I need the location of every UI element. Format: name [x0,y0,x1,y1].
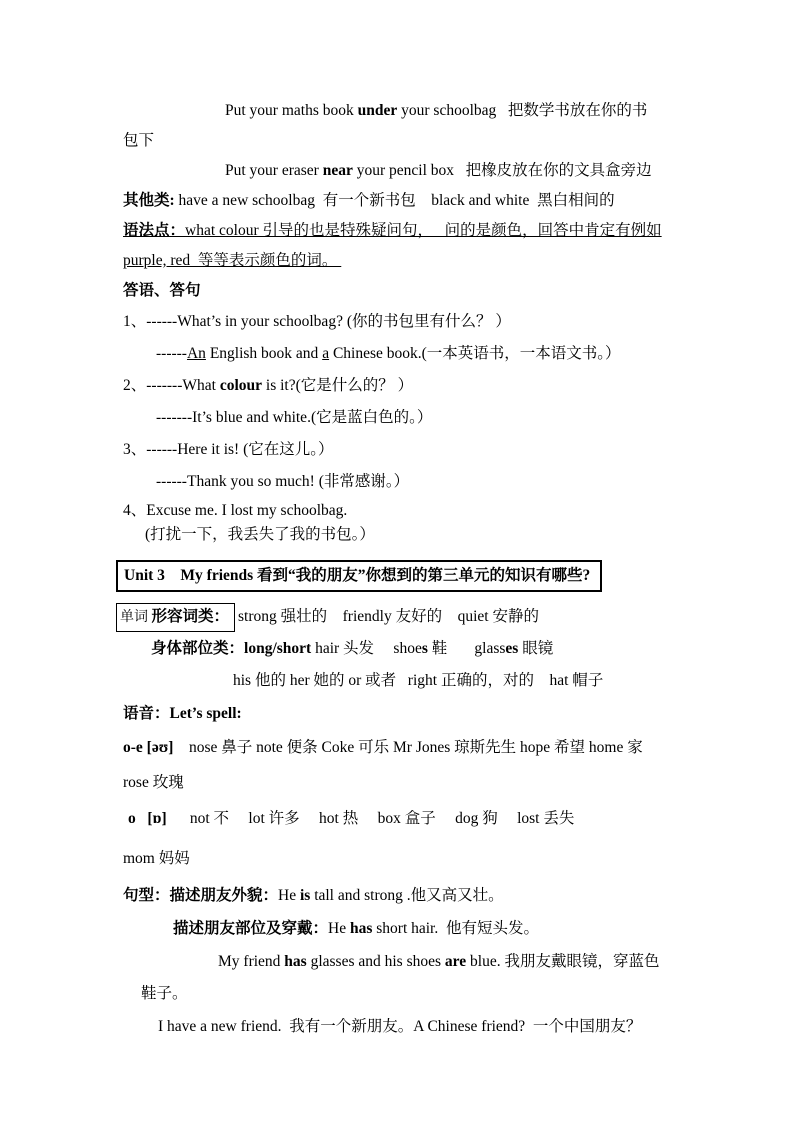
text-run: what colour 引导的也是特殊疑问句， 问的是颜色，回答中肯定有例如 [185,222,662,239]
text-run: a [322,345,330,362]
text-line [116,602,683,632]
text-run: -------It’s blue and white.(它是蓝白色的。） [156,409,433,426]
text-line [123,370,683,402]
text-run: have a new schoolbag 有一个新书包 black and white 黑白相间的 [174,192,615,209]
text-run: 2、-------What [123,377,220,394]
text-line [123,524,683,546]
text-run: 1、------What’s in your schoolbag? (你的书包里有什么？ ） [123,313,511,330]
text-run: s [421,640,428,657]
text-line [123,216,683,246]
text-line [123,730,683,766]
text-run: tall and strong .他又高又壮。 [310,887,504,904]
text-run: not 不 lot 许多 hot 热 box 盒子 dog 狗 lost 丢失 [166,810,575,827]
text-run: under [357,102,398,119]
text-run: his 他的 her 她的 or 或者 right 正确的，对的 hat 帽子 [233,672,604,689]
text-run: 3、------Here it is! (它在这儿。） [123,441,334,458]
text-run: short hair. 他有短头发。 [372,920,539,937]
section-label: 语法点： [123,222,186,239]
phonics-label: o-e [əʊ] [123,739,174,756]
text-line [123,96,683,126]
phonics-label: o [ɒ] [128,810,167,827]
text-run: 包下 [123,132,155,149]
text-line [123,156,683,186]
section-label: 语音：Let’s spell: [123,705,242,722]
text-line [123,276,683,306]
text-run: 4、Excuse me. I lost my schoolbag. [123,502,348,519]
text-run: 眼镜 [518,640,554,657]
word-type-box [116,603,235,632]
text-run: hair 头发 shoe [311,640,422,657]
text-run: has [284,953,307,970]
text-run: 鞋 glass [427,640,506,657]
text-line [123,879,683,912]
text-line [123,912,683,945]
section-label: 描述朋友部位及穿戴： [173,920,329,937]
text-run: An [186,345,206,362]
text-run: He [328,920,350,937]
text-run: has [349,920,373,937]
text-line [123,839,683,879]
text-run: Put your maths book [225,102,358,119]
text-run: near [322,162,353,179]
section-label: 身体部位类： [151,640,245,657]
text-run: My friend [218,953,285,970]
text-line [123,434,683,466]
unit3-heading: Unit 3 My friends 看到“我的朋友”你想到的第三单元的知识有哪些? [116,560,602,592]
text-run: ------Thank you so much! (非常感谢。） [156,473,410,490]
unit-heading-line [116,560,683,592]
text-line [123,186,683,216]
text-run: es [505,640,519,657]
text-line [123,632,683,665]
text-run: English book and [205,345,323,362]
text-line [123,945,683,978]
text-run: Put your eraser [225,162,323,179]
text-line [123,126,683,156]
text-run: strong 强壮的 friendly 友好的 quiet 安静的 [238,608,539,625]
text-run: blue. 我朋友戴眼镜，穿蓝色 [466,953,660,970]
text-run: ------ [156,345,187,362]
section-label: 句型：描述朋友外貌： [123,887,279,904]
text-run: mom 妈妈 [123,850,190,867]
text-run: (打扰一下，我丢失了我的书包。） [145,526,375,543]
text-line [123,978,683,1010]
text-line [123,665,683,697]
section-label: 其他类: [123,192,175,209]
text-run: your schoolbag 把数学书放在你的书 [397,102,648,119]
text-line [123,697,683,730]
text-run: Chinese book.(一本英语书，一本语文书。） [329,345,621,362]
text-run: colour [219,377,263,394]
text-run: He [278,887,300,904]
text-line [123,766,683,799]
text-line [123,402,683,434]
text-run: 形容词类： [151,608,230,625]
text-run: 鞋子。 [141,985,188,1002]
text-run: I have a new friend. 我有一个新朋友。A Chinese friend? 一个中国朋友？ [158,1018,642,1035]
text-line [123,306,683,338]
text-run: purple, red 等等表示颜色的词。 [123,252,342,269]
text-run: 单词 [120,610,152,625]
text-run: long/short [244,640,312,657]
text-run: is it?(它是什么的？ ） [262,377,414,394]
text-line [123,246,683,276]
text-line [123,466,683,498]
text-run: is [299,887,311,904]
text-line [123,799,683,839]
text-run: nose 鼻子 note 便条 Coke 可乐 Mr Jones 琼斯先生 hope 希望 home 家 [173,739,643,756]
text-line [123,498,683,524]
text-line [123,1010,683,1043]
text-run: rose 玫瑰 [123,774,184,791]
section-label: 答语、答句 [123,282,201,299]
text-run: glasses and his shoes [306,953,445,970]
text-run: your pencil box 把橡皮放在你的文具盒旁边 [352,162,652,179]
text-run: are [444,953,467,970]
text-line [123,338,683,370]
